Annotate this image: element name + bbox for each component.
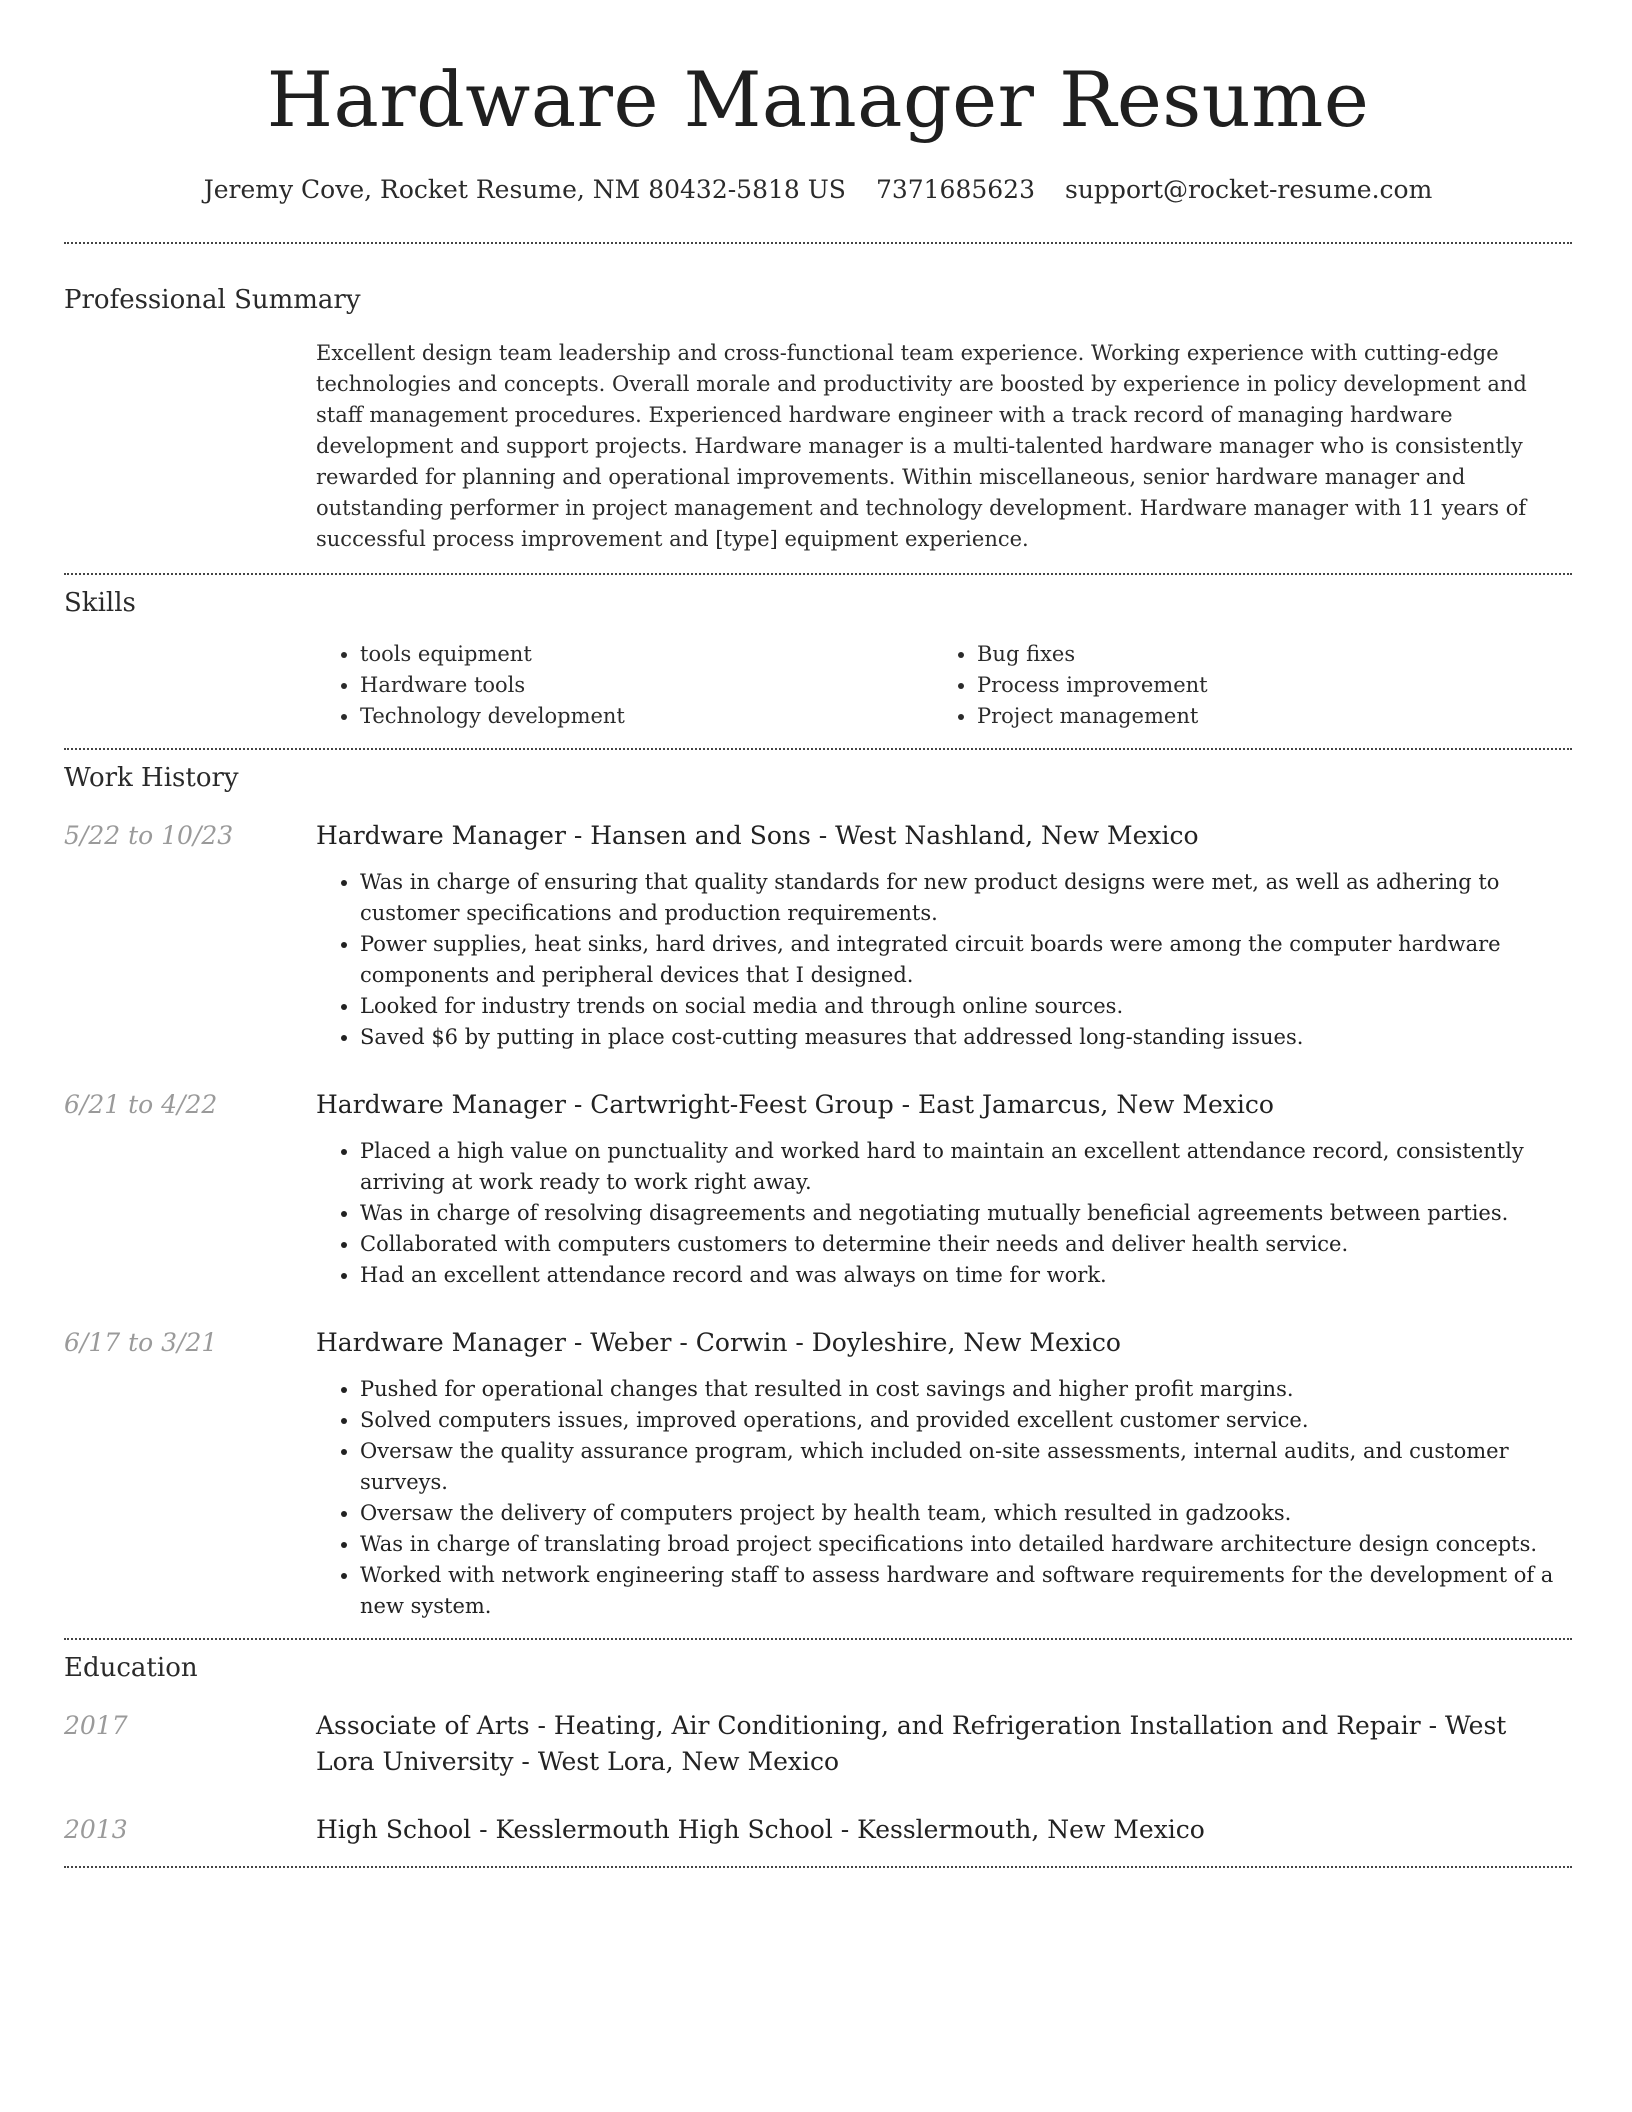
job-bullets — [316, 1136, 1572, 1291]
skill-item: • Bug fixes — [977, 639, 1572, 670]
job-heading: Hardware Manager - Cartwright-Feest Group - East Jamarcus, New Mexico — [316, 1090, 1274, 1119]
contact-line — [64, 172, 1572, 208]
job-dates: 6/21 to 4/22 — [64, 1090, 218, 1119]
job-bullet: • Power supplies, heat sinks, hard drives, and integrated circuit boards were among the computer hardware components and peripheral devices that I designed. — [360, 929, 1572, 991]
contact-phone: 7371685623 — [875, 175, 1035, 204]
education-heading: Associate of Arts - Heating, Air Conditioning, and Refrigeration Installation and Repair - West Lora University - West Lora, New Mexico — [316, 1711, 1507, 1776]
job-bullet: • Was in charge of ensuring that quality standards for new product designs were met, as well as adhering to customer specifications and production requirements. — [360, 867, 1572, 929]
job-bullet: • Oversaw the quality assurance program, which included on-site assessments, internal audits, and customer surveys. — [360, 1436, 1572, 1498]
education-heading: High School - Kesslermouth High School - Kesslermouth, New Mexico — [316, 1815, 1205, 1844]
section-heading-summary: Professional Summary — [64, 285, 361, 315]
skills-section — [64, 575, 1572, 732]
section-heading-skills: Skills — [64, 588, 136, 618]
contact-address: Jeremy Cove, Rocket Resume, NM 80432-5818 US — [203, 175, 846, 204]
skill-item: • Process improvement — [977, 670, 1572, 701]
summary-section — [64, 244, 1572, 555]
job-bullet: • Pushed for operational changes that resulted in cost savings and higher profit margins. — [360, 1374, 1572, 1405]
job-bullet: • Was in charge of translating broad project specifications into detailed hardware architecture design concepts. — [360, 1529, 1572, 1560]
education-year: 2013 — [64, 1815, 128, 1844]
resume-page — [64, 0, 1572, 1868]
job-heading: Hardware Manager - Weber - Corwin - Doyleshire, New Mexico — [316, 1328, 1121, 1357]
job-bullet: • Solved computers issues, improved operations, and provided excellent customer service. — [360, 1405, 1572, 1436]
contact-email: support@rocket-resume.com — [1065, 175, 1433, 204]
job-bullet: • Oversaw the delivery of computers project by health team, which resulted in gadzooks. — [360, 1498, 1572, 1529]
job-bullet: • Looked for industry trends on social media and through online sources. — [360, 991, 1572, 1022]
job-entry — [64, 818, 1572, 1053]
summary-text: Excellent design team leadership and cross-functional team experience. Working experience with cutting-edge technologies and concepts. Overall morale and productivity are boosted by experience in policy development and staff management procedures. Experienced hardware engineer with a track record of managing hardware development and support projects. Hardware manager is a multi-talented hardware manager who is consistently rewarded for planning and operational improvements. Within miscellaneous, senior hardware manager and outstanding performer in project management and technology development. Hardware manager with 11 years of successful process improvement and [type] equipment experience. — [316, 341, 1527, 551]
section-heading-work: Work History — [64, 763, 239, 793]
job-bullet: • Placed a high value on punctuality and worked hard to maintain an excellent attendance record, consistently arriving at work ready to work right away. — [360, 1136, 1572, 1198]
job-bullet: • Was in charge of resolving disagreements and negotiating mutually beneficial agreements between parties. — [360, 1198, 1572, 1229]
job-bullet: • Collaborated with computers customers to determine their needs and deliver health service. — [360, 1229, 1572, 1260]
skills-list-right — [933, 639, 1572, 732]
education-entry — [64, 1812, 1572, 1848]
divider — [64, 1866, 1572, 1868]
skills-grid — [316, 639, 1572, 732]
skills-list-left — [316, 639, 933, 732]
education-year: 2017 — [64, 1711, 128, 1740]
job-bullets — [316, 1374, 1572, 1622]
job-bullet: • Had an excellent attendance record and was always on time for work. — [360, 1260, 1572, 1291]
education-entry — [64, 1708, 1572, 1780]
education-section — [64, 1640, 1572, 1848]
work-section — [64, 750, 1572, 1622]
job-bullets — [316, 867, 1572, 1053]
job-bullet: • Saved $6 by putting in place cost-cutting measures that addressed long-standing issues. — [360, 1022, 1572, 1053]
skill-item: • Technology development — [360, 701, 933, 732]
skill-item: • Project management — [977, 701, 1572, 732]
job-heading: Hardware Manager - Hansen and Sons - West Nashland, New Mexico — [316, 821, 1199, 850]
job-entry — [64, 1325, 1572, 1622]
section-heading-education: Education — [64, 1653, 198, 1683]
job-dates: 6/17 to 3/21 — [64, 1328, 218, 1357]
skill-item: • Hardware tools — [360, 670, 933, 701]
skill-item: • tools equipment — [360, 639, 933, 670]
job-bullet: • Worked with network engineering staff to assess hardware and software requirements for the development of a new system. — [360, 1560, 1572, 1622]
job-dates: 5/22 to 10/23 — [64, 821, 234, 850]
job-entry — [64, 1087, 1572, 1291]
resume-title: Hardware Manager Resume — [266, 55, 1370, 144]
